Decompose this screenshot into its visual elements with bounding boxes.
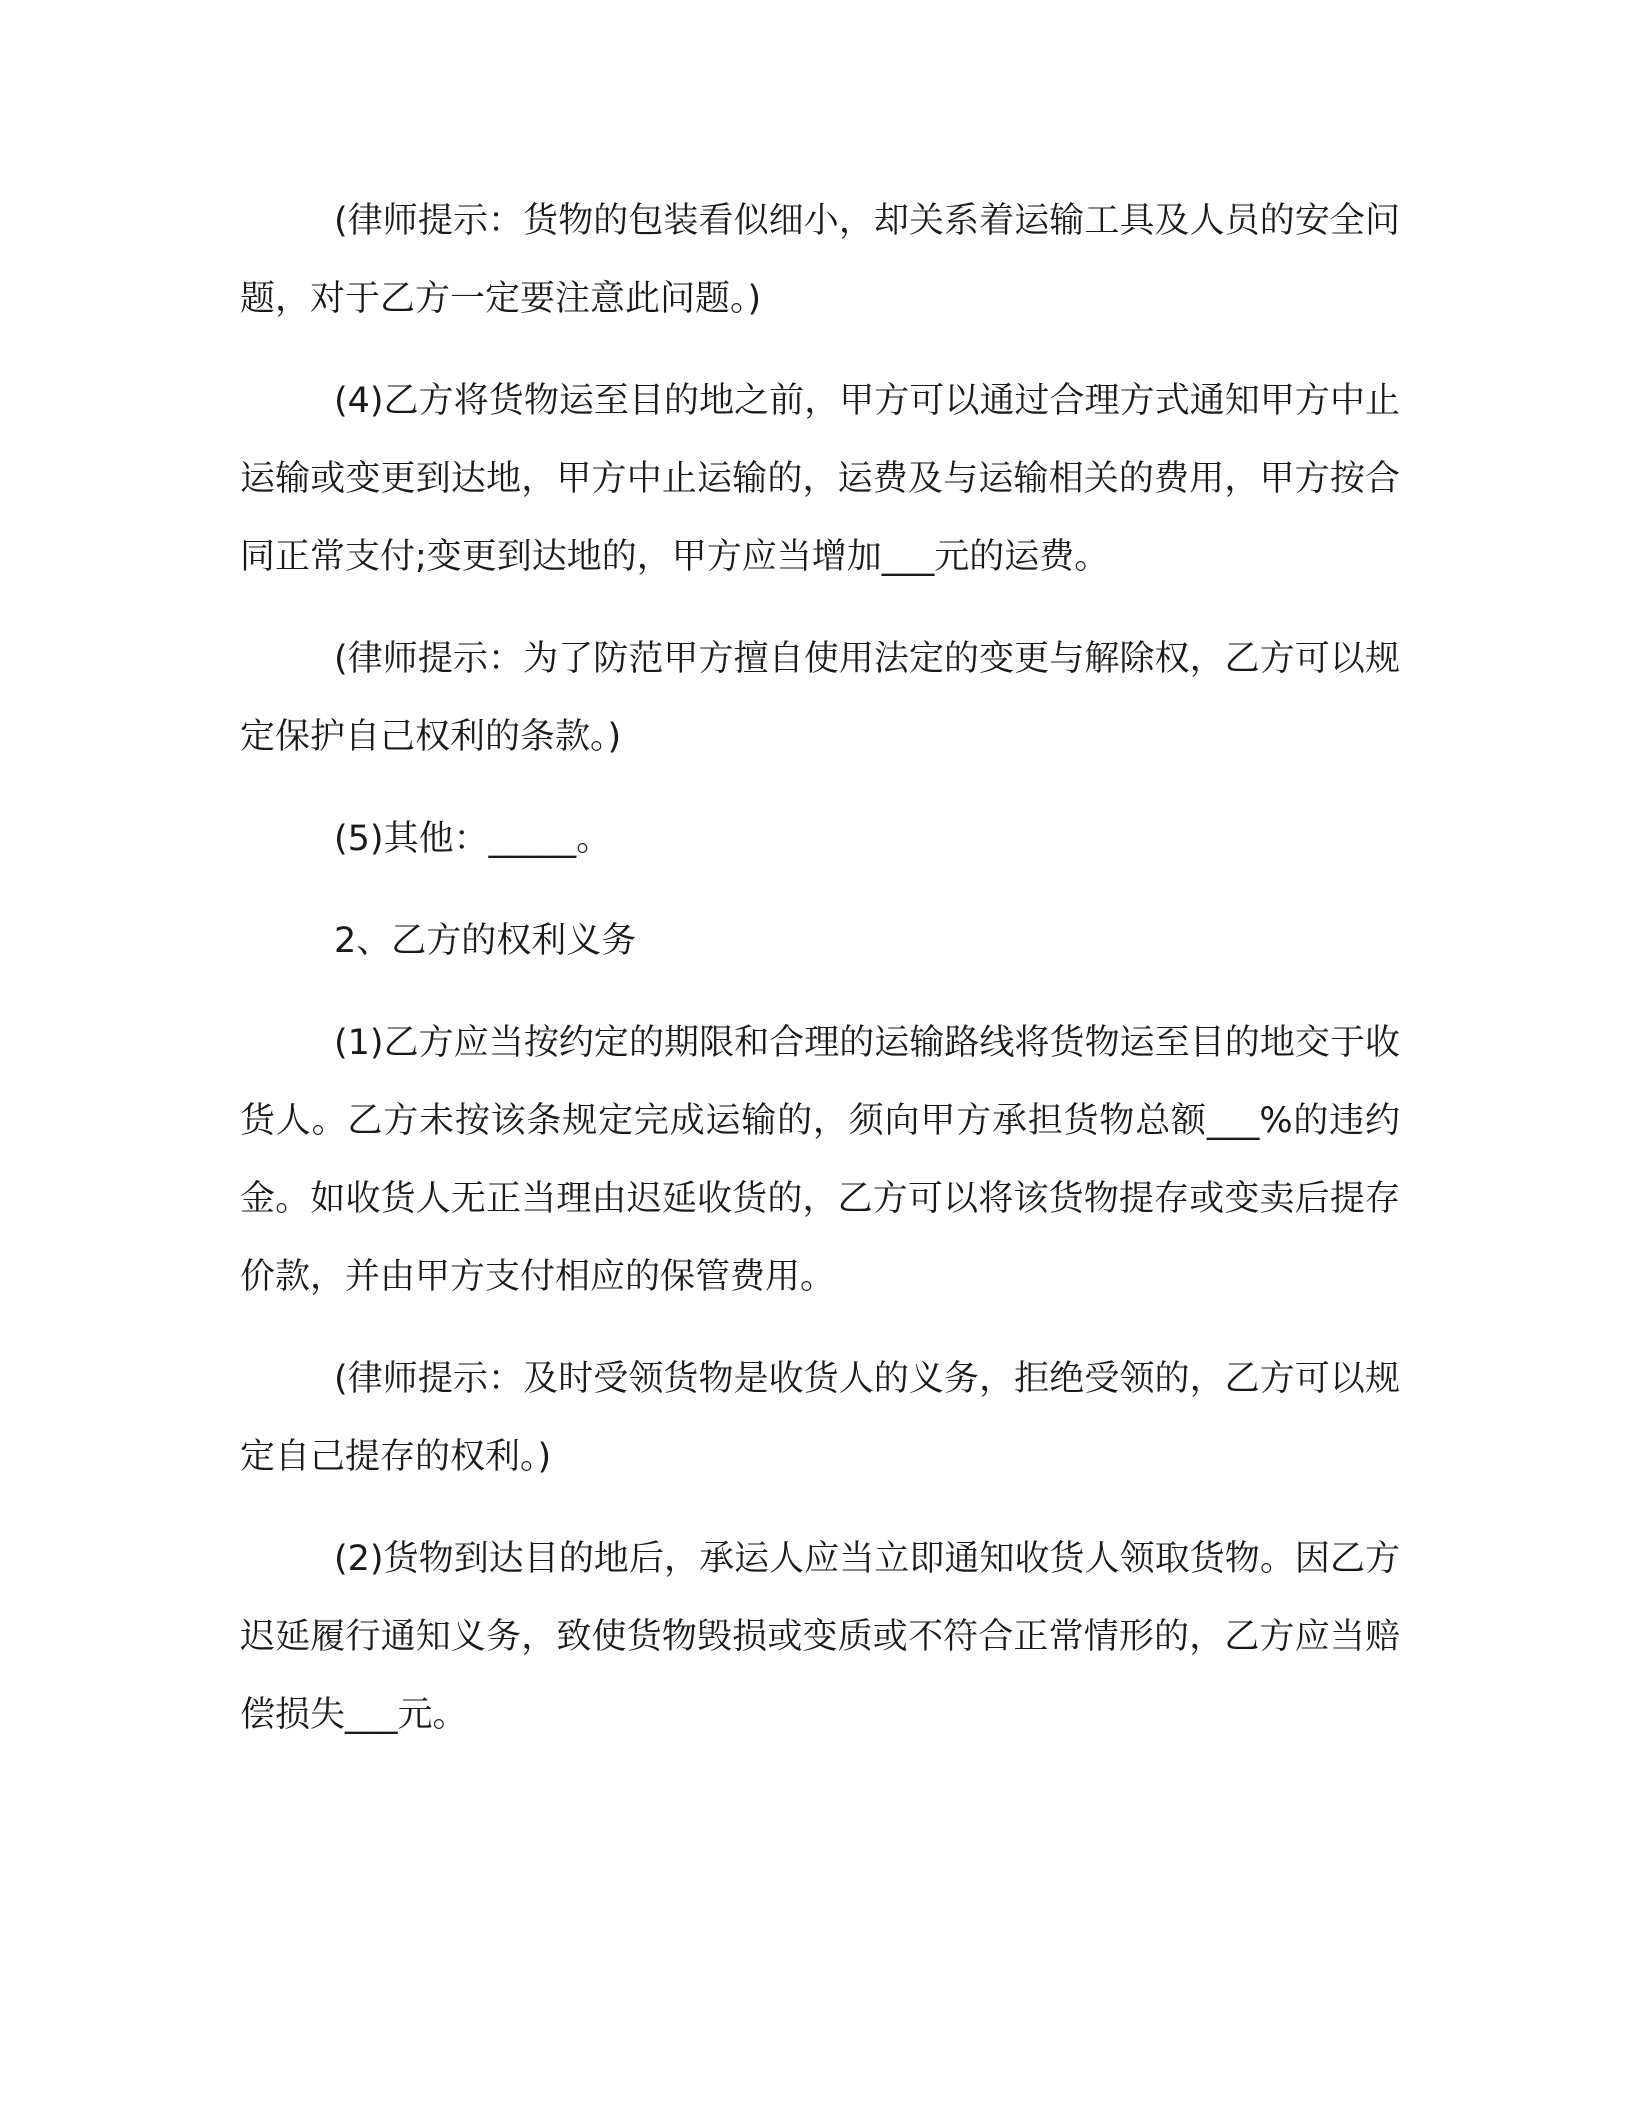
section-heading-party-b-rights: 2、乙方的权利义务 <box>334 921 637 961</box>
clause-2-notification-duty: (2)货物到达目的地后，承运人应当立即通知收货人领取货物。因乙方迟延履行通知义务，致使货物毁损或变质或不符合正常情形的，乙方应当赔偿损失___元。 <box>240 1539 1400 1735</box>
lawyer-tip-rights-protection: (律师提示：为了防范甲方擅自使用法定的变更与解除权，乙方可以规定保护自己权利的条款。) <box>240 639 1400 757</box>
lawyer-tip-packaging: (律师提示：货物的包装看似细小，却关系着运输工具及人员的安全问题，对于乙方一定要注意此问题。) <box>240 201 1400 319</box>
clause-4-change-destination: (4)乙方将货物运至目的地之前，甲方可以通过合理方式通知甲方中止运输或变更到达地，甲方中止运输的，运费及与运输相关的费用，甲方按合同正常支付;变更到达地的，甲方应当增加___元的运费。 <box>240 381 1400 577</box>
lawyer-tip-receipt-duty: (律师提示：及时受领货物是收货人的义务，拒绝受领的，乙方可以规定自己提存的权利。) <box>240 1359 1400 1477</box>
clause-1-delivery-obligation: (1)乙方应当按约定的期限和合理的运输路线将货物运至目的地交于收货人。乙方未按该条规定完成运输的，须向甲方承担货物总额___%的违约金。如收货人无正当理由迟延收货的，乙方可以将该货物提存或变卖后提存价款，并由甲方支付相应的保管费用。 <box>240 1023 1400 1297</box>
document-body <box>240 182 1400 1778</box>
clause-5-other: (5)其他：_____。 <box>334 819 612 859</box>
